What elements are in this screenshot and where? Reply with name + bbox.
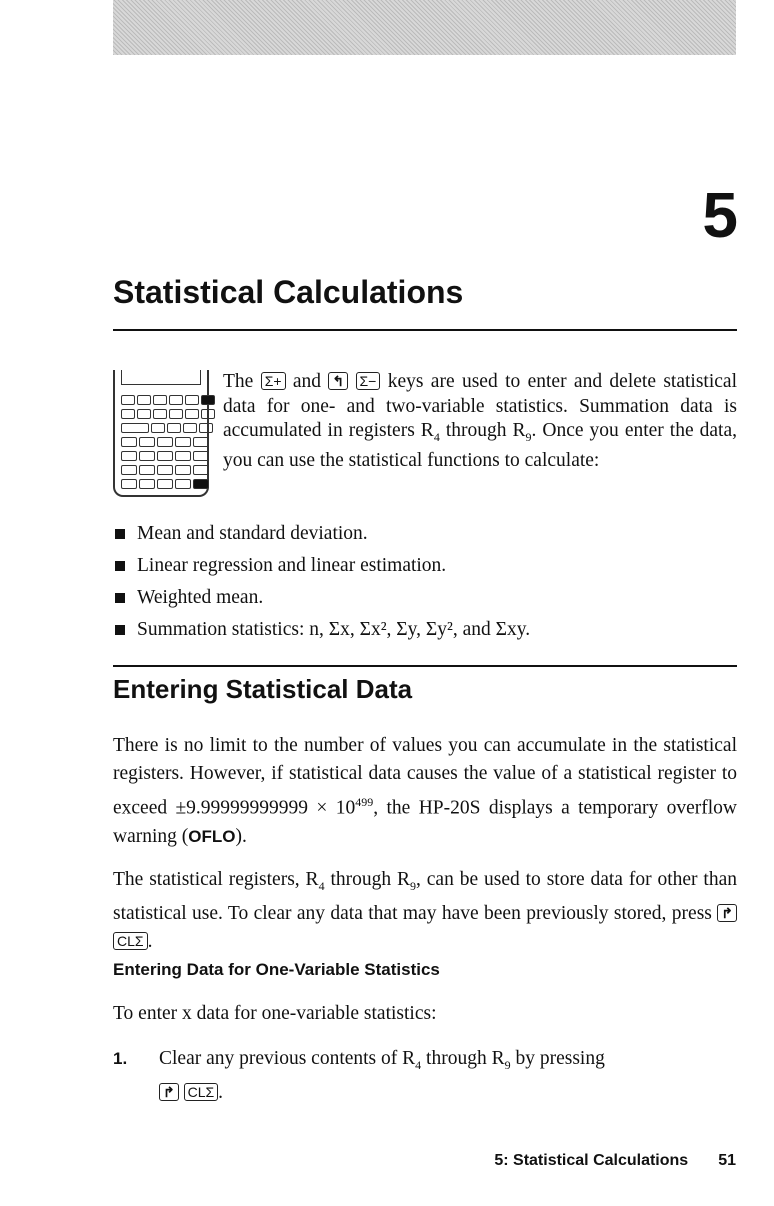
header-band <box>113 0 736 55</box>
right-shift-key: ↱ <box>717 904 737 922</box>
list-item: Mean and standard deviation. <box>113 518 530 550</box>
paragraph: There is no limit to the number of values you can accumulate in the statistical registers. However, if statistical data causes the value of a statistical register to exceed $\pm 9.99999999999 \times 10^{499}$, the HP-20S displays a temporary overflow warning (OFLO). <box>113 735 737 847</box>
bullet-icon <box>115 593 125 603</box>
bullet-icon <box>115 625 125 635</box>
bullet-icon <box>115 529 125 539</box>
bullet-list <box>113 518 530 646</box>
left-shift-key: ↰ <box>328 372 348 390</box>
sigma-plus-key: Σ+ <box>261 372 286 390</box>
chapter-number: 5 <box>702 179 738 251</box>
subheading: Entering Data for One-Variable Statistics <box>113 960 440 979</box>
bullet-icon <box>115 561 125 571</box>
sigma-minus-key: Σ− <box>356 372 381 390</box>
clear-sigma-key: CLΣ <box>113 932 148 950</box>
step-1: 1. Clear any previous contents of $R_4$ through $R_9$ by pressing ↱ CLΣ . <box>113 1048 605 1103</box>
intro-paragraph: The Σ+ and ↰ Σ− keys are used to enter and delete statistical data for one- and two-variable statistics. Summation data is accumulated in registers $R_4$ through $R_9$. Once you enter the data, you can use the statistical functions to calculate: <box>223 371 738 472</box>
calculator-icon <box>113 370 209 497</box>
right-shift-key: ↱ <box>159 1083 179 1101</box>
section-heading: Entering Statistical Data <box>113 674 413 704</box>
clear-sigma-key: CLΣ <box>184 1083 219 1101</box>
chapter-title: Statistical Calculations <box>113 274 464 310</box>
paragraph: The statistical registers, $R_4$ through $R_9$, can be used to store data for other than statistical use. To clear any data that may have been previously stored, press ↱ CLΣ . <box>113 869 737 952</box>
page-footer: 5: Statistical Calculations 51 <box>494 1152 736 1169</box>
list-item: Linear regression and linear estimation. <box>113 550 530 582</box>
divider <box>113 329 737 331</box>
list-item: Weighted mean. <box>113 582 530 614</box>
list-item: Summation statistics: n, Σx, Σx², Σy, Σy², and Σxy. <box>113 614 530 646</box>
divider <box>113 665 737 667</box>
paragraph: To enter x data for one-variable statistics: <box>113 1003 437 1024</box>
